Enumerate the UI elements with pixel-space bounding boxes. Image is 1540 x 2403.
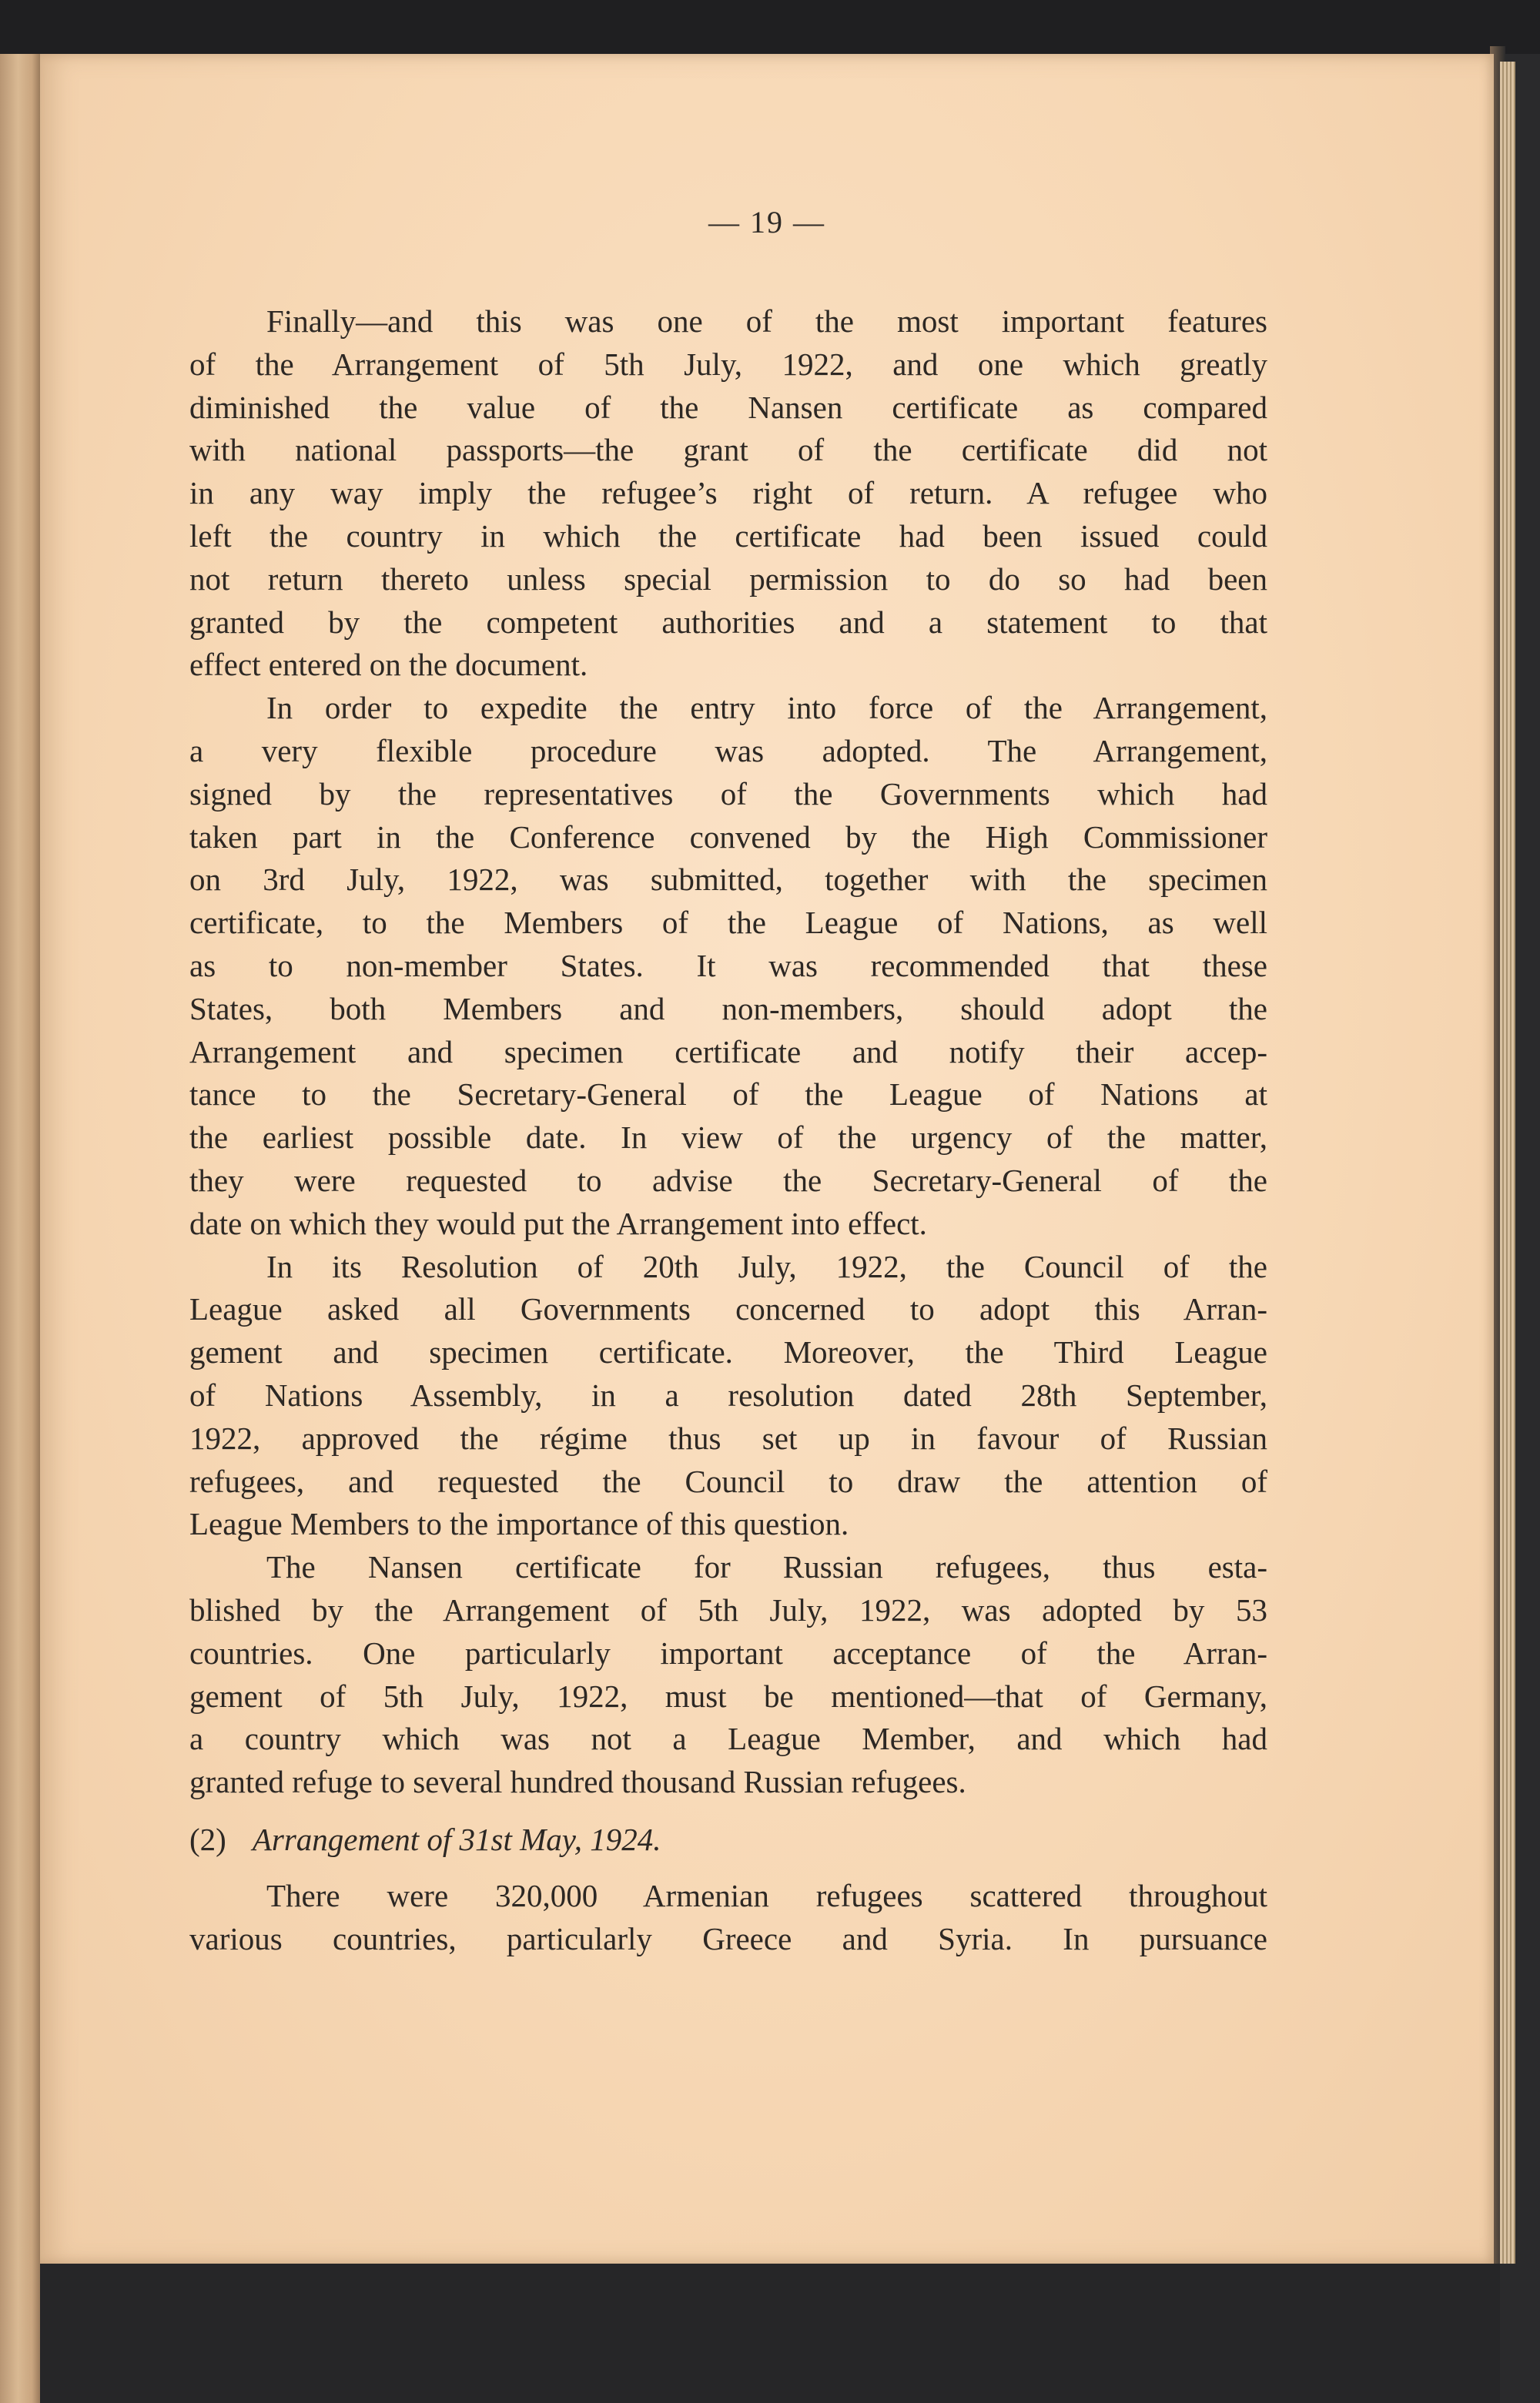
section-number: (2) [189,1821,226,1857]
paragraph [189,687,1267,1245]
paragraph [189,1875,1267,1961]
page-stack-edge [1500,62,1515,2264]
text-line: tance to the Secretary-General of the League of Nations at [189,1076,1267,1113]
text-line: States, both Members and non-members, should adopt the [189,990,1267,1026]
bottom-background [40,2264,1500,2403]
text-line: signed by the representatives of the Governments which had [189,775,1267,812]
text-line: as to non-member States. It was recommended that these [189,947,1267,983]
text-line: they were requested to advise the Secretary-General of the [189,1162,1267,1198]
paragraph [189,1246,1267,1547]
section-title: Arrangement of 31st May, 1924. [252,1821,661,1857]
text-line: date on which they would put the Arrangement into effect. [189,1205,927,1241]
body-text [189,300,1267,1960]
text-line: League asked all Governments concerned to adopt this Arran- [189,1291,1267,1327]
text-line: refugees, and requested the Council to draw the attention of [189,1463,1267,1499]
text-line: with national passports—the grant of the certificate did not [189,432,1267,468]
top-background [0,0,1540,54]
text-line: the earliest possible date. In view of the urgency of the matter, [189,1120,1267,1156]
text-line: taken part in the Conference convened by the High Commissioner [189,818,1267,855]
text-line: countries. One particularly important acceptance of the Arran- [189,1635,1267,1671]
text-line: granted refuge to several hundred thousand Russian refugees. [189,1764,966,1800]
text-line: Arrangement and specimen certificate and notify their accep- [189,1033,1267,1069]
book-page [40,54,1494,2264]
text-line: blished by the Arrangement of 5th July, 1922, was adopted by 53 [189,1591,1267,1628]
text-line: In its Resolution of 20th July, 1922, the Council of the [266,1248,1267,1284]
text-line: The Nansen certificate for Russian refugees, thus esta- [266,1549,1267,1585]
text-line: There were 320,000 Armenian refugees scattered throughout [266,1877,1267,1913]
text-line: not return thereto unless special permission to do so had been [189,561,1267,597]
paragraph [189,300,1267,687]
text-line: In order to expedite the entry into force of the Arrangement, [266,690,1267,726]
facing-page-edge [0,54,40,2403]
text-line: 1922, approved the régime thus set up in favour of Russian [189,1420,1267,1456]
section-heading [189,1818,1267,1861]
text-line: of the Arrangement of 5th July, 1922, and one which greatly [189,346,1267,382]
text-line: diminished the value of the Nansen certificate as compared [189,389,1267,425]
text-line: various countries, particularly Greece and Syria. In pursuance [189,1920,1267,1956]
page-number: — 19 — [708,205,825,239]
text-line: left the country in which the certificate had been issued could [189,517,1267,554]
text-line: League Members to the importance of this question. [189,1506,849,1542]
text-line: a very flexible procedure was adopted. The Arrangement, [189,732,1267,768]
paragraph [189,1546,1267,1804]
text-line: a country which was not a League Member, and which had [189,1721,1267,1757]
text-line: certificate, to the Members of the League of Nations, as well [189,905,1267,941]
text-line: gement and specimen certificate. Moreover, the Third League [189,1334,1267,1371]
text-line: effect entered on the document. [189,647,588,683]
text-line: of Nations Assembly, in a resolution dated 28th September, [189,1377,1267,1413]
text-line: granted by the competent authorities and a statement to that [189,604,1267,640]
text-line: Finally—and this was one of the most important features [266,303,1267,339]
text-line: gement of 5th July, 1922, must be mentioned—that of Germany, [189,1678,1267,1714]
text-line: on 3rd July, 1922, was submitted, together with the specimen [189,862,1267,898]
text-line: in any way imply the refugee’s right of return. A refugee who [189,475,1267,511]
